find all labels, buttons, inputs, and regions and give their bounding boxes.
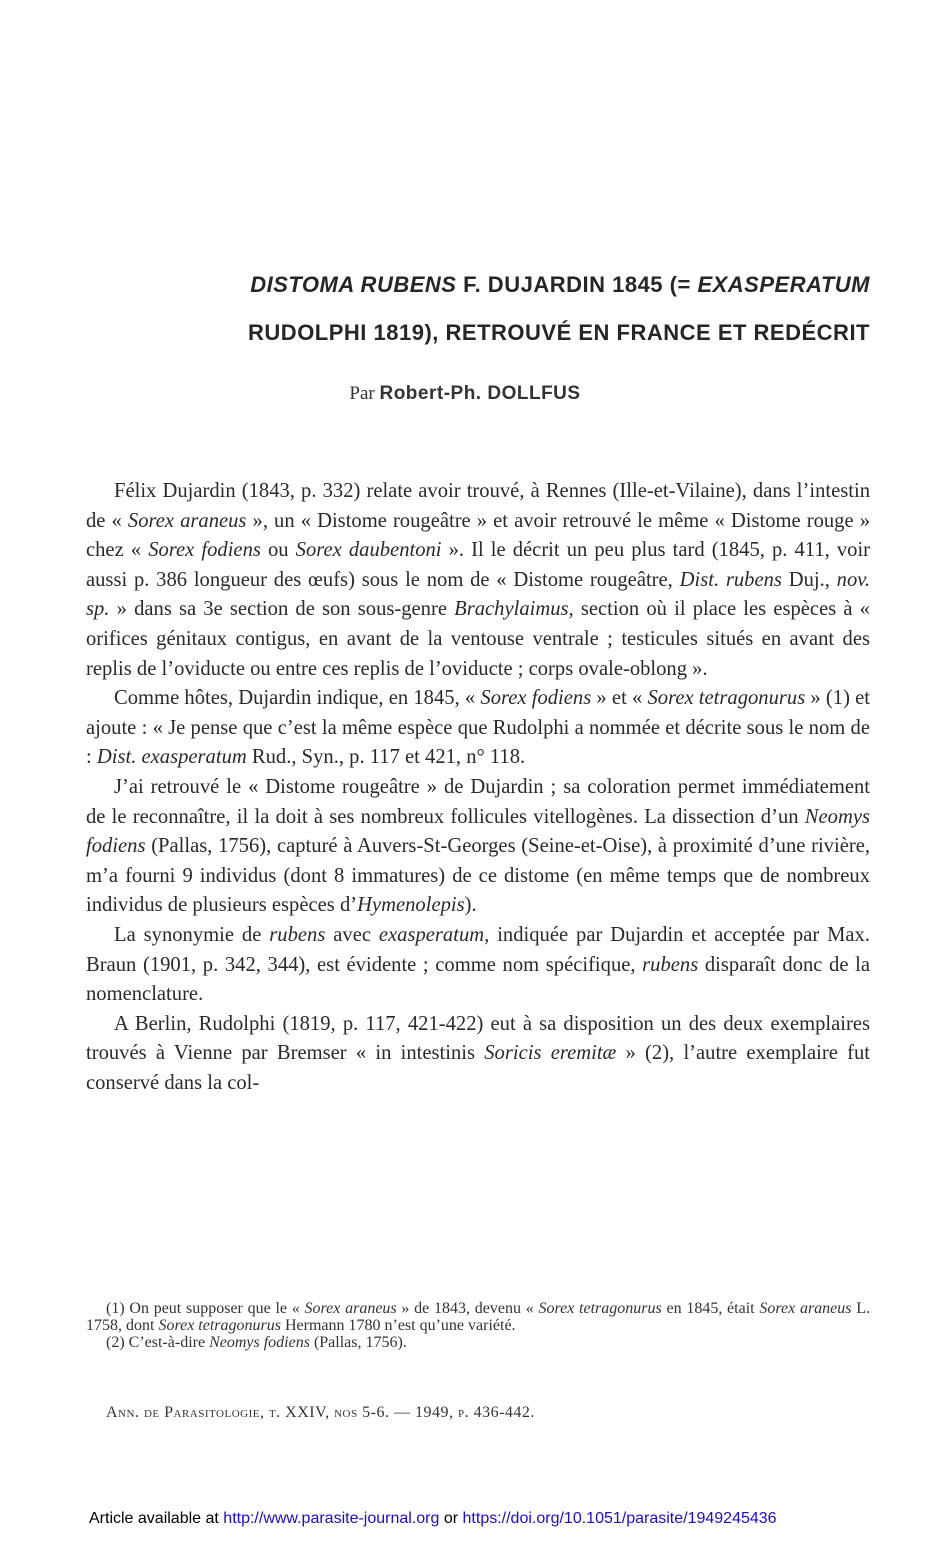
italic-run: Neomys fodiens [209, 1334, 310, 1351]
italic-run: Dist. rubens [679, 568, 782, 591]
author-prefix: Par [349, 383, 380, 404]
italic-run: Sorex fodiens [148, 539, 261, 562]
italic-run: Sorex araneus [304, 1300, 397, 1317]
article-body [86, 477, 870, 1098]
italic-run: rubens [642, 953, 699, 976]
availability-or: or [439, 1510, 463, 1527]
italic-run: Sorex tetragonurus [538, 1300, 662, 1317]
italic-run: Neomys fodiens [86, 805, 870, 858]
italic-run: Sorex tetragonurus [158, 1317, 281, 1334]
italic-run: nov. sp. [86, 568, 871, 621]
italic-run: Sorex tetragonurus [647, 687, 806, 710]
doi-link[interactable]: https://doi.org/10.1051/parasite/1949245436 [462, 1510, 777, 1527]
title-genus-species: DISTOMA RUBENS [250, 272, 457, 297]
footnotes [86, 1300, 870, 1351]
italic-run: Sorex araneus [127, 509, 247, 532]
title-synonym: EXASPERATUM [697, 272, 870, 297]
footnote-1: (1) On peut supposer que le « Sorex araneus » de 1843, devenu « Sorex tetragonurus en 1845, était Sorex araneus L. 1758, dont Sorex tetragonurus Hermann 1780 n’est qu’une variété. [86, 1300, 871, 1334]
paragraph-1: Félix Dujardin (1843, p. 332) relate avoir trouvé, à Rennes (Ille-et-Vilaine), dans l’intestin de « Sorex araneus », un « Distome rougeâtre » et avoir retrouvé le même « Distome rouge » chez « Sorex fodiens ou Sorex daubentoni ». Il le décrit un peu plus tard (1845, p. 411, voir aussi p. 386 longueur des œufs) sous le nom de « Distome rougeâtre, Dist. rubens Duj., nov. sp. » dans sa 3e section de son sous-genre Brachylaimus, section où il place les espèces à « orifices génitaux contigus, en avant de la ventouse ventrale ; testicules situés en avant des replis de l’oviducte ou entre ces replis de l’oviducte ; corps ovale-oblong ». [86, 480, 871, 680]
footnote-2: (2) C’est-à-dire Neomys fodiens (Pallas, 1756). [106, 1334, 407, 1351]
paragraph-3: J’ai retrouvé le « Distome rougeâtre » de Dujardin ; sa coloration permet immédiatement de le reconnaître, il la doit à ses nombreux follicules vitellogènes. La dissection d’un Neomys fodiens (Pallas, 1756), capturé à Auvers-St-Georges (Seine-et-Oise), à proximité d’une rivière, m’a fourni 9 individus (dont 8 immatures) de ce distome (en même temps que de nombreux individus de plusieurs espèces d’Hymenolepis). [86, 775, 870, 917]
italic-run: Sorex daubentoni [295, 539, 442, 562]
paragraph-4: La synonymie de rubens avec exasperatum, indiquée par Dujardin et acceptée par Max. Braun (1901, p. 342, 344), est évidente ; comme nom spécifique, rubens disparaît donc de la nomenclature. [86, 923, 870, 1006]
italic-run: Hymenolepis [357, 894, 465, 917]
italic-run: Brachylaimus, [454, 598, 574, 621]
title-author-year: F. DUJARDIN 1845 (= [456, 272, 698, 297]
italic-run: Sorex fodiens [480, 687, 592, 710]
italic-run: exasperatum, [378, 923, 490, 946]
italic-run: rubens [269, 923, 326, 946]
italic-run: Sorex araneus [759, 1300, 852, 1317]
italic-run: Soricis eremitæ [484, 1042, 617, 1065]
article-title-line-2: RUDOLPHI 1819), RETROUVÉ EN FRANCE ET REDÉCRIT [248, 320, 870, 345]
journal-website-link[interactable]: http://www.parasite-journal.org [223, 1510, 440, 1527]
paragraph-2: Comme hôtes, Dujardin indique, en 1845, « Sorex fodiens » et « Sorex tetragonurus » (1) et ajoute : « Je pense que c’est la même espèce que Rudolphi a nommée et décrite sous le nom de : Dist. exasperatum Rud., Syn., p. 117 et 421, n° 118. [86, 687, 870, 769]
author-name: Robert-Ph. DOLLFUS [379, 383, 581, 404]
author-line [0, 383, 930, 405]
journal-reference: Ann. de Parasitologie, t. XXIV, nos 5-6. — 1949, p. 436-442. [106, 1404, 535, 1421]
availability-footer [89, 1510, 859, 1528]
availability-prefix: Article available at [89, 1510, 224, 1527]
paragraph-5: A Berlin, Rudolphi (1819, p. 117, 421-422) eut à sa disposition un des deux exemplaires trouvés à Vienne par Bremser « in intestinis Soricis eremitæ » (2), l’autre exemplaire fut conservé dans la col- [86, 1012, 870, 1094]
italic-run: Dist. exasperatum [96, 746, 247, 769]
article-title-line-1 [100, 272, 870, 298]
